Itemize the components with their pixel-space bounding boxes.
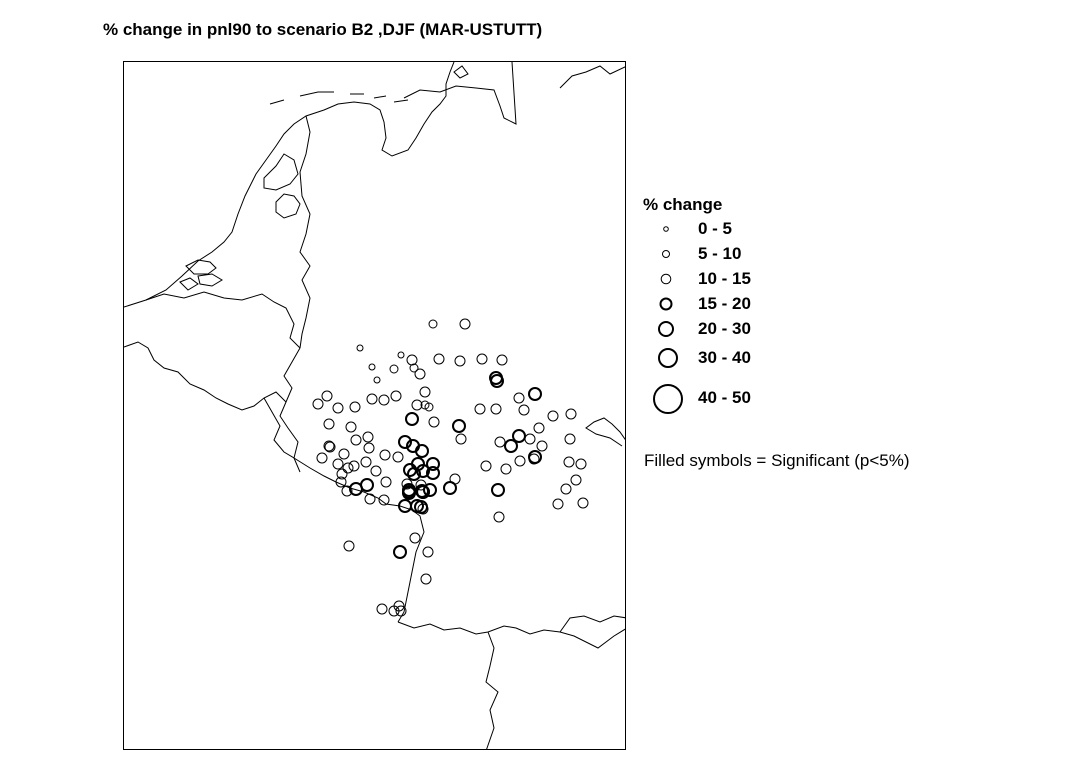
legend-item bbox=[650, 294, 790, 314]
station-marker bbox=[497, 355, 507, 365]
baltic-coast bbox=[404, 62, 516, 124]
station-marker bbox=[444, 482, 456, 494]
station-marker bbox=[434, 354, 444, 364]
station-marker bbox=[525, 434, 535, 444]
border-cz bbox=[586, 418, 626, 446]
station-marker bbox=[391, 391, 401, 401]
legend-label: 20 - 30 bbox=[698, 319, 751, 338]
station-marker bbox=[317, 453, 327, 463]
legend-item bbox=[650, 269, 790, 289]
frisian-islands bbox=[270, 92, 408, 104]
station-marker bbox=[350, 402, 360, 412]
station-marker bbox=[548, 411, 558, 421]
delta-island bbox=[198, 274, 222, 286]
station-marker bbox=[390, 365, 398, 373]
delta-island bbox=[180, 278, 198, 290]
station-marker bbox=[429, 320, 437, 328]
map-canvas bbox=[124, 62, 626, 750]
station-marker bbox=[529, 388, 541, 400]
station-marker bbox=[564, 457, 574, 467]
delta-island bbox=[186, 260, 216, 274]
border-at bbox=[486, 632, 498, 750]
station-marker bbox=[481, 461, 491, 471]
station-marker bbox=[406, 413, 418, 425]
station-marker bbox=[381, 477, 391, 487]
station-marker bbox=[492, 484, 504, 496]
station-marker bbox=[534, 423, 544, 433]
station-marker bbox=[380, 450, 390, 460]
station-marker bbox=[333, 459, 343, 469]
station-marker bbox=[361, 457, 371, 467]
baltic-coast bbox=[560, 66, 626, 88]
station-marker bbox=[393, 452, 403, 462]
station-marker bbox=[374, 377, 380, 383]
border-at-de bbox=[560, 616, 626, 632]
border-lu bbox=[264, 398, 300, 472]
station-marker bbox=[475, 404, 485, 414]
station-marker bbox=[515, 456, 525, 466]
station-marker bbox=[324, 419, 334, 429]
station-marker bbox=[477, 354, 487, 364]
border-de-fr bbox=[294, 458, 424, 622]
station-marker bbox=[553, 499, 563, 509]
station-marker bbox=[415, 369, 425, 379]
significance-note: Filled symbols = Significant (p<5%) bbox=[644, 451, 910, 470]
legend-label: 40 - 50 bbox=[698, 388, 751, 407]
station-marker bbox=[377, 604, 387, 614]
station-marker bbox=[379, 395, 389, 405]
legend-symbol-icon bbox=[650, 382, 690, 416]
station-marker bbox=[364, 443, 374, 453]
baltic-island bbox=[454, 66, 468, 78]
station-marker bbox=[410, 533, 420, 543]
legend-symbol-icon bbox=[650, 313, 690, 343]
station-marker bbox=[513, 430, 525, 442]
station-marker bbox=[421, 574, 431, 584]
legend-symbol-icon bbox=[650, 342, 690, 372]
station-marker bbox=[333, 403, 343, 413]
station-marker bbox=[514, 393, 524, 403]
station-marker bbox=[369, 364, 375, 370]
station-marker bbox=[423, 547, 433, 557]
station-marker bbox=[394, 546, 406, 558]
legend-item bbox=[650, 244, 790, 264]
station-marker bbox=[537, 441, 547, 451]
legend-label: 30 - 40 bbox=[698, 348, 751, 367]
inland-lake bbox=[264, 154, 298, 190]
station-marker bbox=[456, 434, 466, 444]
legend-label: 15 - 20 bbox=[698, 294, 751, 313]
station-marker bbox=[460, 319, 470, 329]
legend-item bbox=[650, 319, 790, 339]
station-marker bbox=[529, 451, 541, 463]
legend-title: % change bbox=[643, 195, 723, 214]
station-marker bbox=[407, 355, 417, 365]
station-marker bbox=[322, 391, 332, 401]
legend-item bbox=[650, 348, 790, 368]
border-ch bbox=[398, 622, 626, 648]
polder bbox=[276, 194, 300, 218]
station-marker bbox=[365, 494, 375, 504]
station-marker bbox=[571, 475, 581, 485]
station-marker bbox=[561, 484, 571, 494]
legend-item bbox=[650, 219, 790, 239]
station-marker bbox=[495, 437, 505, 447]
station-marker bbox=[501, 464, 511, 474]
station-marker bbox=[491, 404, 501, 414]
station-marker bbox=[346, 422, 356, 432]
station-marker bbox=[565, 434, 575, 444]
border-be-fr bbox=[124, 342, 286, 410]
station-marker bbox=[455, 356, 465, 366]
legend-label: 0 - 5 bbox=[698, 219, 733, 238]
station-marker bbox=[566, 409, 576, 419]
country-borders bbox=[124, 62, 626, 750]
station-marker bbox=[494, 512, 504, 522]
station-marker bbox=[429, 417, 439, 427]
stations-layer bbox=[313, 319, 588, 616]
station-marker bbox=[453, 420, 465, 432]
station-marker bbox=[576, 459, 586, 469]
station-marker bbox=[349, 461, 359, 471]
station-marker bbox=[313, 399, 323, 409]
legend-label: 10 - 15 bbox=[698, 269, 751, 288]
station-marker bbox=[357, 345, 363, 351]
station-marker bbox=[343, 463, 353, 473]
legend-item bbox=[650, 388, 790, 408]
border-be-de bbox=[280, 348, 300, 458]
station-marker bbox=[339, 449, 349, 459]
station-marker bbox=[371, 466, 381, 476]
map-frame bbox=[123, 61, 626, 750]
station-marker bbox=[363, 432, 373, 442]
station-marker bbox=[578, 498, 588, 508]
station-marker bbox=[351, 435, 361, 445]
station-marker bbox=[344, 541, 354, 551]
station-marker bbox=[420, 387, 430, 397]
border-nl-de bbox=[300, 116, 310, 348]
legend-label: 5 - 10 bbox=[698, 244, 742, 263]
station-marker bbox=[519, 405, 529, 415]
station-marker bbox=[398, 352, 404, 358]
station-marker bbox=[361, 479, 373, 491]
station-marker bbox=[367, 394, 377, 404]
border-be-nl bbox=[146, 292, 300, 348]
map-title: % change in pnl90 to scenario B2 ,DJF (MAR-USTUTT) bbox=[103, 20, 543, 39]
